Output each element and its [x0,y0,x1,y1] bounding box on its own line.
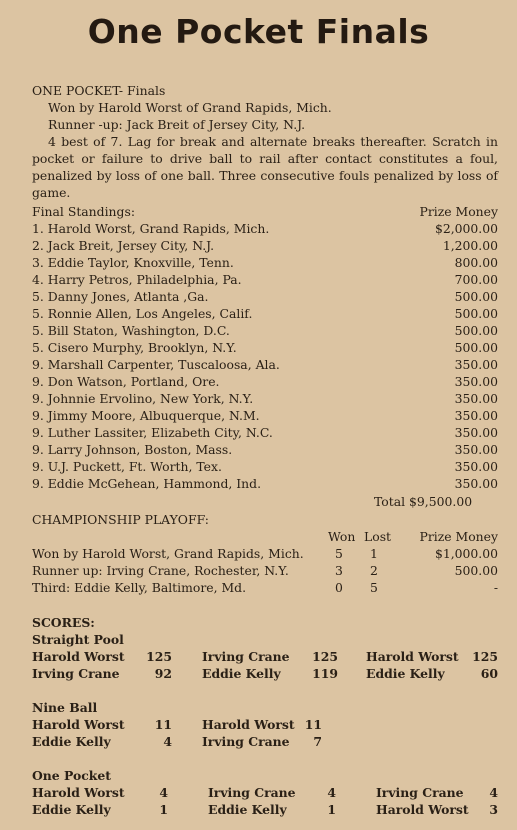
player-score: 4 [163,734,172,749]
player-score: 125 [312,649,338,664]
one-pocket-label: One Pocket [32,768,111,783]
scores-one-pocket [32,767,498,818]
playoff-won: 0 [335,580,343,595]
playoff-label: Runner up: Irving Crane, Rochester, N.Y. [32,563,289,578]
playoff-label: Third: Eddie Kelly, Baltimore, Md. [32,580,247,595]
player-score: 7 [313,734,322,749]
standings-row [32,288,498,305]
standing-name: 9. Larry Johnson, Boston, Mass. [32,442,233,457]
standings-rows [32,220,498,492]
player-name: Harold Worst [32,649,125,664]
standings-row [32,424,498,441]
standings-row [32,458,498,475]
standings-total: Total $9,500.00 [374,494,473,509]
standings-row [32,254,498,271]
player-score: 4 [489,785,498,800]
straight-pool-label: Straight Pool [32,632,124,647]
player-name: Harold Worst [202,717,295,732]
standings-row [32,356,498,373]
standing-name: 5. Danny Jones, Atlanta ,Ga. [32,289,209,304]
standing-prize: 350.00 [454,357,498,372]
player-score: 125 [472,649,498,664]
player-name: Irving Crane [32,666,120,681]
player-name: Eddie Kelly [32,802,111,817]
standing-prize: 350.00 [454,374,498,389]
standing-prize: 350.00 [454,391,498,406]
score-row [32,716,498,733]
player-name: Harold Worst [376,802,469,817]
standing-prize: 350.00 [454,408,498,423]
standing-name: 9. Luther Lassiter, Elizabeth City, N.C. [32,425,273,440]
playoff-won: 5 [335,546,343,561]
standing-name: 2. Jack Breit, Jersey City, N.J. [32,238,215,253]
standings-header-right: Prize Money [419,204,498,219]
standing-name: 9. Eddie McGehean, Hammond, Ind. [32,476,262,491]
player-score: 11 [304,717,322,732]
standing-prize: 500.00 [454,340,498,355]
standing-prize: 700.00 [454,272,498,287]
intro-heading: ONE POCKET- Finals [32,83,166,98]
playoff-prize: 500.00 [454,563,498,578]
player-score: 125 [146,649,172,664]
player-score: 92 [154,666,172,681]
player-name: Eddie Kelly [366,666,445,681]
playoff-col-lost: Lost [364,529,392,544]
intro-runner-up: Runner -up: Jack Breit of Jersey City, N.J. [48,117,306,132]
playoff-row [32,579,498,596]
standing-prize: 350.00 [454,442,498,457]
playoff-won: 3 [335,563,343,578]
standings-row [32,390,498,407]
standings-row [32,407,498,424]
playoff-row [32,562,498,579]
standing-prize: 500.00 [454,323,498,338]
player-name: Irving Crane [208,785,296,800]
standing-prize: 350.00 [454,476,498,491]
standing-name: 5. Cisero Murphy, Brooklyn, N.Y. [32,340,237,355]
playoff-prize: - [493,580,498,595]
standing-name: 9. Marshall Carpenter, Tuscaloosa, Ala. [32,357,280,372]
player-score: 11 [154,717,172,732]
standings-header-left: Final Standings: [32,204,136,219]
standings-row [32,441,498,458]
player-score: 1 [327,802,336,817]
player-score: 1 [159,802,168,817]
player-score: 119 [312,666,338,681]
score-row [32,733,498,750]
playoff-rows [32,545,498,596]
scores-heading: SCORES: [32,615,95,630]
score-row [32,801,498,818]
standings-row [32,237,498,254]
playoff-column-header [32,528,498,545]
standing-prize: 350.00 [454,425,498,440]
page-title: One Pocket Finals [87,12,430,51]
standing-prize: 500.00 [454,306,498,321]
standings-row [32,305,498,322]
player-name: Harold Worst [32,785,125,800]
nine-ball-label: Nine Ball [32,700,98,715]
standing-name: 1. Harold Worst, Grand Rapids, Mich. [32,221,270,236]
player-name: Eddie Kelly [202,666,281,681]
standing-prize: 1,200.00 [442,238,498,253]
standing-name: 4. Harry Petros, Philadelphia, Pa. [32,272,242,287]
standing-name: 9. Jimmy Moore, Albuquerque, N.M. [32,408,260,423]
player-name: Eddie Kelly [208,802,287,817]
standing-name: 9. U.J. Puckett, Ft. Worth, Tex. [32,459,222,474]
standing-prize: 800.00 [454,255,498,270]
playoff-lost: 2 [370,563,378,578]
playoff-col-won: Won [328,529,356,544]
final-standings [32,203,498,492]
standing-name: 9. Johnnie Ervolino, New York, N.Y. [32,391,254,406]
score-row [32,648,498,665]
standings-row [32,339,498,356]
straight-pool-rows [32,648,498,682]
nine-ball-rows [32,716,498,750]
standing-name: 5. Ronnie Allen, Los Angeles, Calif. [32,306,253,321]
score-row [32,784,498,801]
one-pocket-rows [32,784,498,818]
playoff-lost: 1 [370,546,378,561]
standings-row [32,271,498,288]
standings-row [32,373,498,390]
player-name: Irving Crane [376,785,464,800]
standings-row [32,475,498,492]
playoff-col-prize: Prize Money [419,529,498,544]
playoff-lost: 5 [370,580,378,595]
player-name: Harold Worst [366,649,459,664]
championship-playoff [32,511,498,596]
intro-won-by: Won by Harold Worst of Grand Rapids, Mich. [48,100,332,115]
standing-name: 5. Bill Staton, Washington, D.C. [32,323,230,338]
standing-prize: 350.00 [454,459,498,474]
standing-name: 9. Don Watson, Portland, Ore. [32,374,220,389]
playoff-label: Won by Harold Worst, Grand Rapids, Mich. [32,546,304,561]
player-name: Irving Crane [202,649,290,664]
player-name: Harold Worst [32,717,125,732]
intro-block [32,82,498,201]
standings-row [32,322,498,339]
playoff-heading: CHAMPIONSHIP PLAYOFF: [32,512,209,527]
score-row [32,665,498,682]
player-score: 3 [489,802,498,817]
player-score: 4 [327,785,336,800]
player-score: 60 [480,666,498,681]
standings-row [32,220,498,237]
player-name: Eddie Kelly [32,734,111,749]
playoff-row [32,545,498,562]
standing-prize: $2,000.00 [434,221,498,236]
standings-header [32,203,498,220]
intro-rules: 4 best of 7. Lag for break and alternate breaks thereafter. Scratch in pocket or failure to drive ball to rail after contact constitutes a foul, penalized by loss of one ball. Three consecutive fouls penalized by loss of game. [32,134,498,200]
standing-name: 3. Eddie Taylor, Knoxville, Tenn. [32,255,234,270]
scores-straight-pool [32,614,498,682]
scores-nine-ball [32,699,498,750]
standing-prize: 500.00 [454,289,498,304]
player-score: 4 [159,785,168,800]
playoff-prize: $1,000.00 [434,546,498,561]
player-name: Irving Crane [202,734,290,749]
